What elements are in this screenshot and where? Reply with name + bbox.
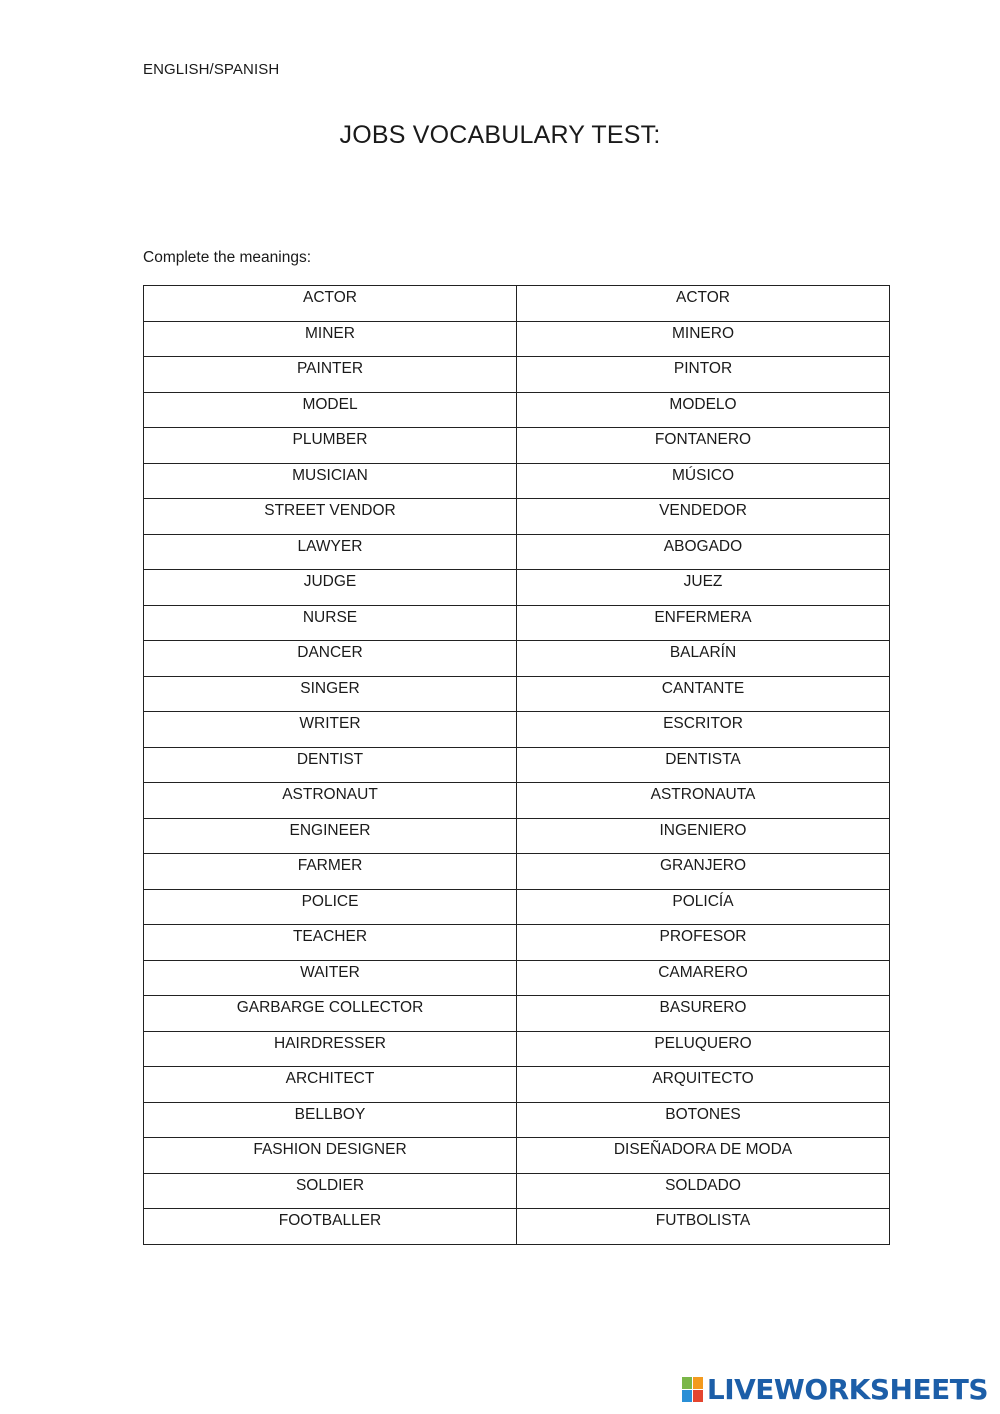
- table-row: [144, 322, 890, 357]
- table-row: [144, 286, 890, 322]
- english-word-cell: POLICE: [144, 890, 517, 925]
- table-row: [144, 464, 890, 499]
- spanish-meaning-cell[interactable]: MÚSICO: [517, 464, 890, 499]
- english-word-cell: ENGINEER: [144, 819, 517, 854]
- header-label: ENGLISH/SPANISH: [143, 61, 280, 78]
- spanish-meaning-cell[interactable]: JUEZ: [517, 570, 890, 606]
- spanish-meaning-cell[interactable]: ABOGADO: [517, 535, 890, 570]
- table-row: [144, 677, 890, 712]
- spanish-meaning-cell[interactable]: CANTANTE: [517, 677, 890, 712]
- vocabulary-table: [143, 285, 890, 1245]
- english-word-cell: FARMER: [144, 854, 517, 890]
- spanish-meaning-cell[interactable]: ENFERMERA: [517, 606, 890, 641]
- english-word-cell: FASHION DESIGNER: [144, 1138, 517, 1174]
- english-word-cell: MUSICIAN: [144, 464, 517, 499]
- table-row: [144, 535, 890, 570]
- english-word-cell: ASTRONAUT: [144, 783, 517, 819]
- spanish-meaning-cell[interactable]: ARQUITECTO: [517, 1067, 890, 1103]
- english-word-cell: STREET VENDOR: [144, 499, 517, 535]
- spanish-meaning-cell[interactable]: ACTOR: [517, 286, 890, 322]
- table-row: [144, 748, 890, 783]
- spanish-meaning-cell[interactable]: POLICÍA: [517, 890, 890, 925]
- english-word-cell: MODEL: [144, 393, 517, 428]
- table-row: [144, 1103, 890, 1138]
- spanish-meaning-cell[interactable]: MINERO: [517, 322, 890, 357]
- english-word-cell: BELLBOY: [144, 1103, 517, 1138]
- english-word-cell: LAWYER: [144, 535, 517, 570]
- spanish-meaning-cell[interactable]: BOTONES: [517, 1103, 890, 1138]
- spanish-meaning-cell[interactable]: VENDEDOR: [517, 499, 890, 535]
- table-row: [144, 819, 890, 854]
- english-word-cell: WRITER: [144, 712, 517, 748]
- spanish-meaning-cell[interactable]: ESCRITOR: [517, 712, 890, 748]
- english-word-cell: NURSE: [144, 606, 517, 641]
- spanish-meaning-cell[interactable]: DISEÑADORA DE MODA: [517, 1138, 890, 1174]
- english-word-cell: WAITER: [144, 961, 517, 996]
- table-row: [144, 1209, 890, 1245]
- table-row: [144, 712, 890, 748]
- english-word-cell: TEACHER: [144, 925, 517, 961]
- table-row: [144, 428, 890, 464]
- instructions: Complete the meanings:: [143, 249, 312, 266]
- spanish-meaning-cell[interactable]: PROFESOR: [517, 925, 890, 961]
- spanish-meaning-cell[interactable]: PELUQUERO: [517, 1032, 890, 1067]
- english-word-cell: ACTOR: [144, 286, 517, 322]
- table-row: [144, 1067, 890, 1103]
- table-row: [144, 1032, 890, 1067]
- spanish-meaning-cell[interactable]: SOLDADO: [517, 1174, 890, 1209]
- table-row: [144, 925, 890, 961]
- spanish-meaning-cell[interactable]: BALARÍN: [517, 641, 890, 677]
- spanish-meaning-cell[interactable]: FONTANERO: [517, 428, 890, 464]
- spanish-meaning-cell[interactable]: FUTBOLISTA: [517, 1209, 890, 1245]
- table-row: [144, 1138, 890, 1174]
- table-row: [144, 961, 890, 996]
- table-row: [144, 854, 890, 890]
- english-word-cell: HAIRDRESSER: [144, 1032, 517, 1067]
- liveworksheets-logo-icon: [682, 1377, 704, 1403]
- table-row: [144, 606, 890, 641]
- spanish-meaning-cell[interactable]: PINTOR: [517, 357, 890, 393]
- english-word-cell: JUDGE: [144, 570, 517, 606]
- english-word-cell: SINGER: [144, 677, 517, 712]
- spanish-meaning-cell[interactable]: ASTRONAUTA: [517, 783, 890, 819]
- table-row: [144, 499, 890, 535]
- table-row: [144, 996, 890, 1032]
- table-row: [144, 570, 890, 606]
- table-row: [144, 393, 890, 428]
- english-word-cell: DANCER: [144, 641, 517, 677]
- liveworksheets-watermark: [682, 1373, 988, 1406]
- spanish-meaning-cell[interactable]: GRANJERO: [517, 854, 890, 890]
- english-word-cell: MINER: [144, 322, 517, 357]
- spanish-meaning-cell[interactable]: BASURERO: [517, 996, 890, 1032]
- english-word-cell: GARBARGE COLLECTOR: [144, 996, 517, 1032]
- table-row: [144, 1174, 890, 1209]
- english-word-cell: DENTIST: [144, 748, 517, 783]
- spanish-meaning-cell[interactable]: CAMARERO: [517, 961, 890, 996]
- liveworksheets-brand: LIVEWORKSHEETS: [706, 1373, 988, 1406]
- english-word-cell: PAINTER: [144, 357, 517, 393]
- table-row: [144, 357, 890, 393]
- page-title: JOBS VOCABULARY TEST:: [339, 121, 661, 149]
- english-word-cell: PLUMBER: [144, 428, 517, 464]
- spanish-meaning-cell[interactable]: INGENIERO: [517, 819, 890, 854]
- spanish-meaning-cell[interactable]: MODELO: [517, 393, 890, 428]
- table-row: [144, 890, 890, 925]
- vocabulary-table-body: [144, 286, 890, 1245]
- english-word-cell: FOOTBALLER: [144, 1209, 517, 1245]
- table-row: [144, 783, 890, 819]
- english-word-cell: ARCHITECT: [144, 1067, 517, 1103]
- table-row: [144, 641, 890, 677]
- english-word-cell: SOLDIER: [144, 1174, 517, 1209]
- spanish-meaning-cell[interactable]: DENTISTA: [517, 748, 890, 783]
